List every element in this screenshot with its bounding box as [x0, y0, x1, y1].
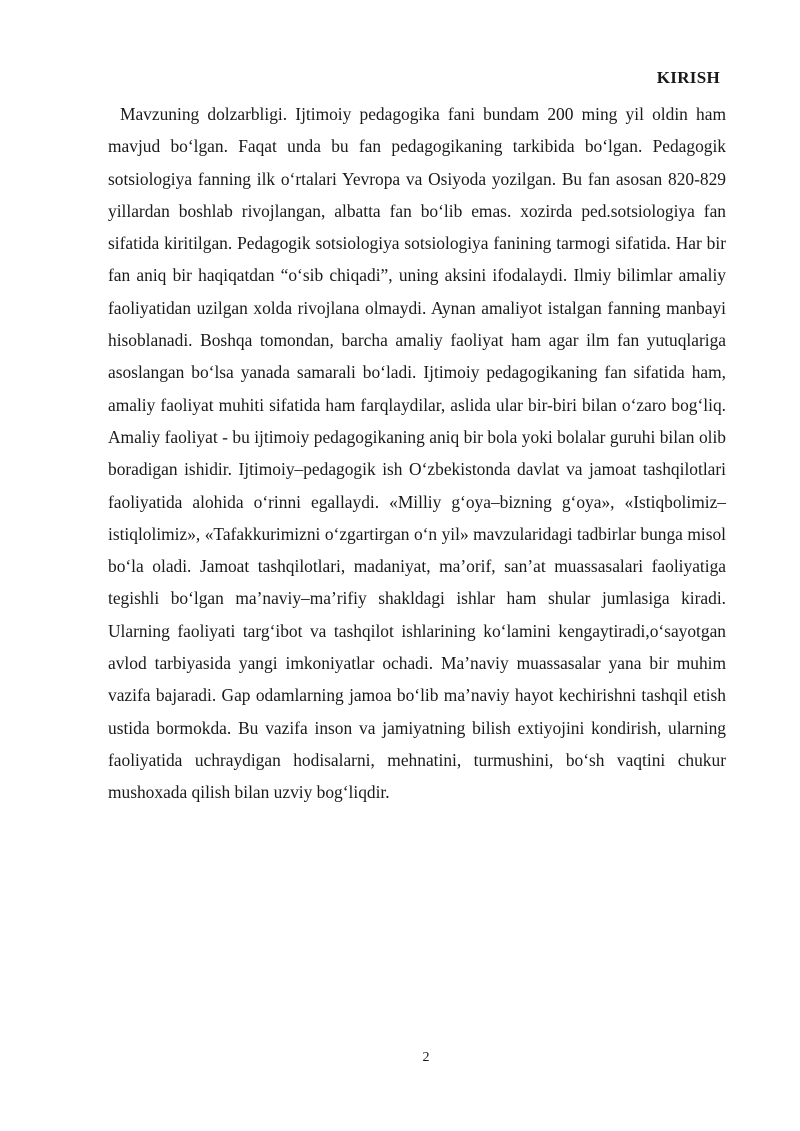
section-heading: KIRISH	[656, 68, 720, 87]
page-number: 2	[422, 1050, 430, 1065]
body-paragraph: Mavzuning dolzarbligi. Ijtimoiy pedagogika fani bundam 200 ming yil oldin ham mavjud bo‘lgan. Faqat unda bu fan pedagogikaning tarkibida bo‘lgan. Pedagogik sotsiologiya fanning ilk o‘rtalari Yevropa va Osiyoda yozilgan. Bu fan asosan 820-829 yillardan boshlab rivojlangan, albatta fan bo‘lib emas. xozirda ped.sotsiologiya fan sifatida kiritilgan. Pedagogik sotsiologiya sotsiologiya fanining tarmogi sifatida. Har bir fan aniq bir haqiqatdan “o‘sib chiqadi”, uning aksini ifodalaydi. Ilmiy bilimlar amaliy faoliyatidan uzilgan xolda rivojlana olmaydi. Aynan amaliyot istalgan fanning manbayi hisoblanadi. Boshqa tomondan, barcha amaliy faoliyat ham agar ilm fan yutuqlariga asoslangan bo‘lsa yanada samarali bo‘ladi. Ijtimoiy pedagogikaning fan sifatida ham, amaliy faoliyat muhiti sifatida ham farqlaydilar, aslida ular bir-biri bilan o‘zaro bog‘liq. Amaliy faoliyat - bu ijtimoiy pedagogikaning aniq bir bola yoki bolalar guruhi bilan olib boradigan ishidir. Ijtimoiy–pedagogik ish O‘zbekistonda davlat va jamoat tashqilotlari faoliyatida alohida o‘rinni egallaydi. «Milliy g‘oya–bizning g‘oya», «Istiqbolimiz–istiqlolimiz», «Tafakkurimizni o‘zgartirgan o‘n yil» mavzularidagi tadbirlar bunga misol bo‘la oladi. Jamoat tashqilotlari, madaniyat, ma’orif, san’at muassasalari faoliyatiga tegishli bo‘lgan ma’naviy–ma’rifiy shakldagi ishlar ham shular jumlasiga kiradi. Ularning faoliyati targ‘ibot va tashqilot ishlarining ko‘lamini kengaytiradi,o‘sayotgan avlod tarbiyasida yangi imkoniyatlar ochadi. Ma’naviy muassasalar yana bir muhim vazifa bajaradi. Gap odamlarning jamoa bo‘lib ma’naviy hayot kechirishni tashqil etish ustida bormokda. Bu vazifa inson va jamiyatning bilish extiyojini kondirish, ularning faoliyatida uchraydigan hodisalarni, mehnatini, turmushini, bo‘sh vaqtini chukur mushoxada qilish bilan uzviy bog‘liqdir.	[108, 104, 726, 803]
